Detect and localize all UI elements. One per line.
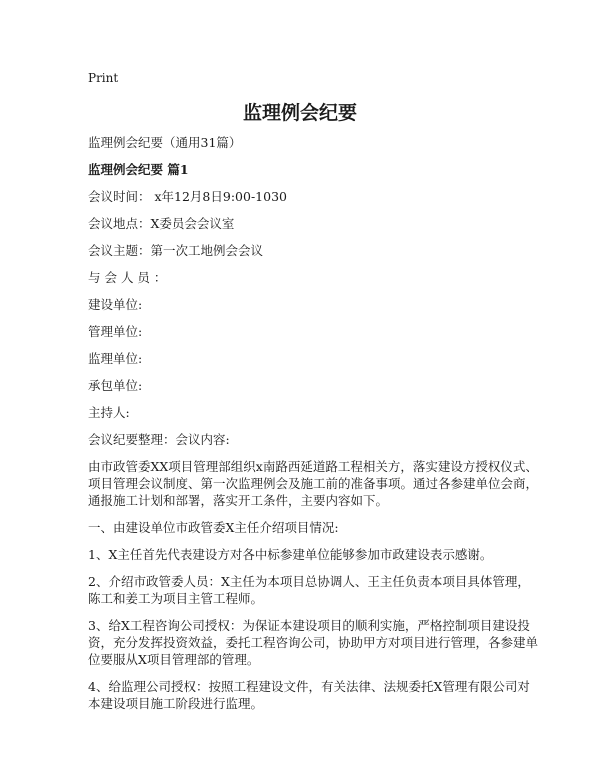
paragraph-line: 项目管理会议制度、第一次监理例会及施工前的准备事项。通过各参建单位会商， <box>88 476 539 491</box>
field-meeting-location: 会议地点：X委员会会议室 <box>88 216 235 231</box>
meeting-fields <box>88 188 512 448</box>
field-minutes-recorder: 会议纪要整理：会议内容: <box>88 432 230 447</box>
field-attendees: 与 会 人 员 ： <box>88 270 167 285</box>
paragraph-item-1 <box>88 546 512 563</box>
paragraph-line: 3、给X工程咨询公司授权：为保证本建设项目的顺利实施，严格控制项目建设投 <box>88 618 530 633</box>
paragraph-line: 由市政管委XX项目管理部组织x南路西延道路工程相关方，落实建设方授权仪式、 <box>88 459 538 474</box>
paragraph-item-heading <box>88 519 512 536</box>
paragraph-item-3 <box>88 617 539 668</box>
print-label: Print <box>88 71 119 85</box>
section-heading: 监理例会纪要 篇1 <box>88 162 189 177</box>
field-supervision-unit: 监理单位: <box>88 351 143 366</box>
document-title: 监理例会纪要 <box>242 102 357 124</box>
field-construction-unit: 建设单位: <box>88 297 143 312</box>
paragraph-line: 一、由建设单位市政管委X主任介绍项目情况: <box>88 520 339 535</box>
paragraph-item-4 <box>88 678 530 712</box>
paragraph-item-2 <box>88 573 530 607</box>
field-contractor-unit: 承包单位: <box>88 378 143 393</box>
meeting-content <box>88 458 539 712</box>
field-meeting-time: 会议时间： x年12月8日9:00-1030 <box>88 189 287 204</box>
paragraph-line: 陈工和姜工为项目主管工程师。 <box>88 591 264 606</box>
paragraph-line: 本建设项目施工阶段进行监理。 <box>88 696 264 711</box>
paragraph-intro <box>88 458 539 509</box>
paragraph-line: 2、介绍市政管委人员：X主任为本项目总协调人、王主任负责本项目具体管理， <box>88 574 530 589</box>
field-meeting-topic: 会议主题：第一次工地例会会议 <box>88 243 264 258</box>
paragraph-line: 4、给监理公司授权：按照工程建设文件，有关法律、法规委托X管理有限公司对 <box>88 679 530 694</box>
paragraph-line: 位要服从X项目管理部的管理。 <box>88 652 260 667</box>
paragraph-line: 资，充分发挥投资效益，委托工程咨询公司，协助甲方对项目进行管理，各参建单 <box>88 635 539 650</box>
paragraph-line: 通报施工计划和部署，落实开工条件，主要内容如下。 <box>88 493 389 508</box>
document-subtitle: 监理例会纪要（通用31篇） <box>88 135 242 150</box>
paragraph-line: 1、X主任首先代表建设方对各中标参建单位能够参加市政建设表示感谢。 <box>88 547 493 562</box>
field-host: 主持人: <box>88 405 130 420</box>
field-management-unit: 管理单位: <box>88 324 143 339</box>
